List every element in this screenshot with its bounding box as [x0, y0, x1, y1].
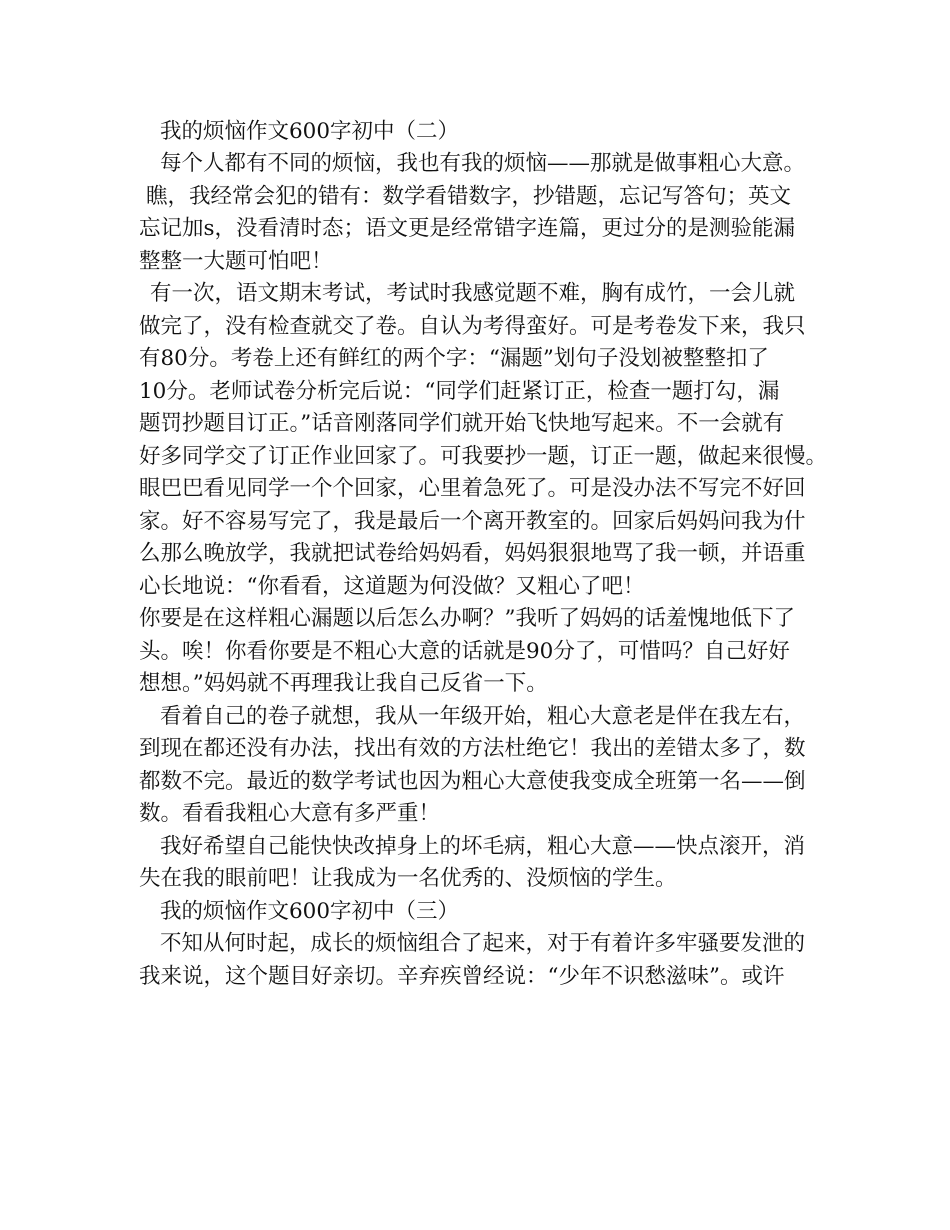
- paragraph-line: 整整一大题可怕吧！: [139, 249, 333, 274]
- paragraph-line: 10分。老师试卷分析完后说：“同学们赶紧订正，检查一题打勾，漏: [139, 379, 780, 404]
- paragraph-line: 我好希望自己能快快改掉身上的坏毛病，粗心大意——快点滚开，消: [160, 834, 806, 859]
- paragraph-line: 有80分。考卷上还有鲜红的两个字：“漏题”划句子没划被整整扣了: [139, 346, 769, 371]
- paragraph-line: 想想。”妈妈就不再理我让我自己反省一下。: [139, 671, 548, 696]
- paragraph-line: 好多同学交了订正作业回家了。可我要抄一题，订正一题，做起来很慢。: [139, 444, 828, 469]
- paragraph-line: 都数不完。最近的数学考试也因为粗心大意使我变成全班第一名——倒: [139, 769, 806, 794]
- paragraph-line: 眼巴巴看见同学一个个回家，心里着急死了。可是没办法不写完不好回: [139, 476, 806, 501]
- paragraph-line: 看着自己的卷子就想，我从一年级开始，粗心大意老是伴在我左右，: [160, 704, 806, 729]
- paragraph-line: 么那么晚放学，我就把试卷给妈妈看，妈妈狠狠地骂了我一顿，并语重: [139, 541, 806, 566]
- paragraph-line: 瞧，我经常会犯的错有：数学看错数字，抄错题，忘记写答句；英文: [146, 184, 792, 209]
- paragraph-line: 我来说，这个题目好亲切。辛弃疾曾经说：“少年不识愁滋味”。或许: [139, 964, 785, 989]
- paragraph-line: 做完了，没有检查就交了卷。自认为考得蛮好。可是考卷发下来，我只: [139, 314, 806, 339]
- paragraph-line: 失在我的眼前吧！让我成为一名优秀的、没烦恼的学生。: [139, 866, 677, 891]
- paragraph-line: 到现在都还没有办法，找出有效的方法杜绝它！我出的差错太多了，数: [139, 736, 806, 761]
- paragraph-line: 题罚抄题目订正。”话音刚落同学们就开始飞快地写起来。不一会就有: [139, 411, 785, 436]
- paragraph-line: 你要是在这样粗心漏题以后怎么办啊？”我听了妈妈的话羞愧地低下了: [139, 606, 795, 631]
- paragraph-line: 忘记加s，没看清时态；语文更是经常错字连篇，更过分的是测验能漏: [139, 216, 796, 241]
- paragraph-line: 数。看看我粗心大意有多严重！: [139, 801, 441, 826]
- section-heading: 我的烦恼作文600字初中（三）: [160, 899, 460, 924]
- paragraph-line: 不知从何时起，成长的烦恼组合了起来，对于有着许多牢骚要发泄的: [160, 931, 806, 956]
- paragraph-line: 心长地说：“你看看，这道题为何没做？又粗心了吧！: [139, 574, 645, 599]
- paragraph-line: 头。唉！你看你要是不粗心大意的话就是90分了，可惜吗？自己好好: [139, 639, 790, 664]
- paragraph-line: 有一次，语文期末考试，考试时我感觉题不难，胸有成竹，一会儿就: [150, 281, 796, 306]
- section-heading: 我的烦恼作文600字初中（二）: [160, 119, 460, 144]
- paragraph-line: 每个人都有不同的烦恼，我也有我的烦恼——那就是做事粗心大意。: [160, 151, 806, 176]
- paragraph-line: 家。好不容易写完了，我是最后一个离开教室的。回家后妈妈问我为什: [139, 509, 806, 534]
